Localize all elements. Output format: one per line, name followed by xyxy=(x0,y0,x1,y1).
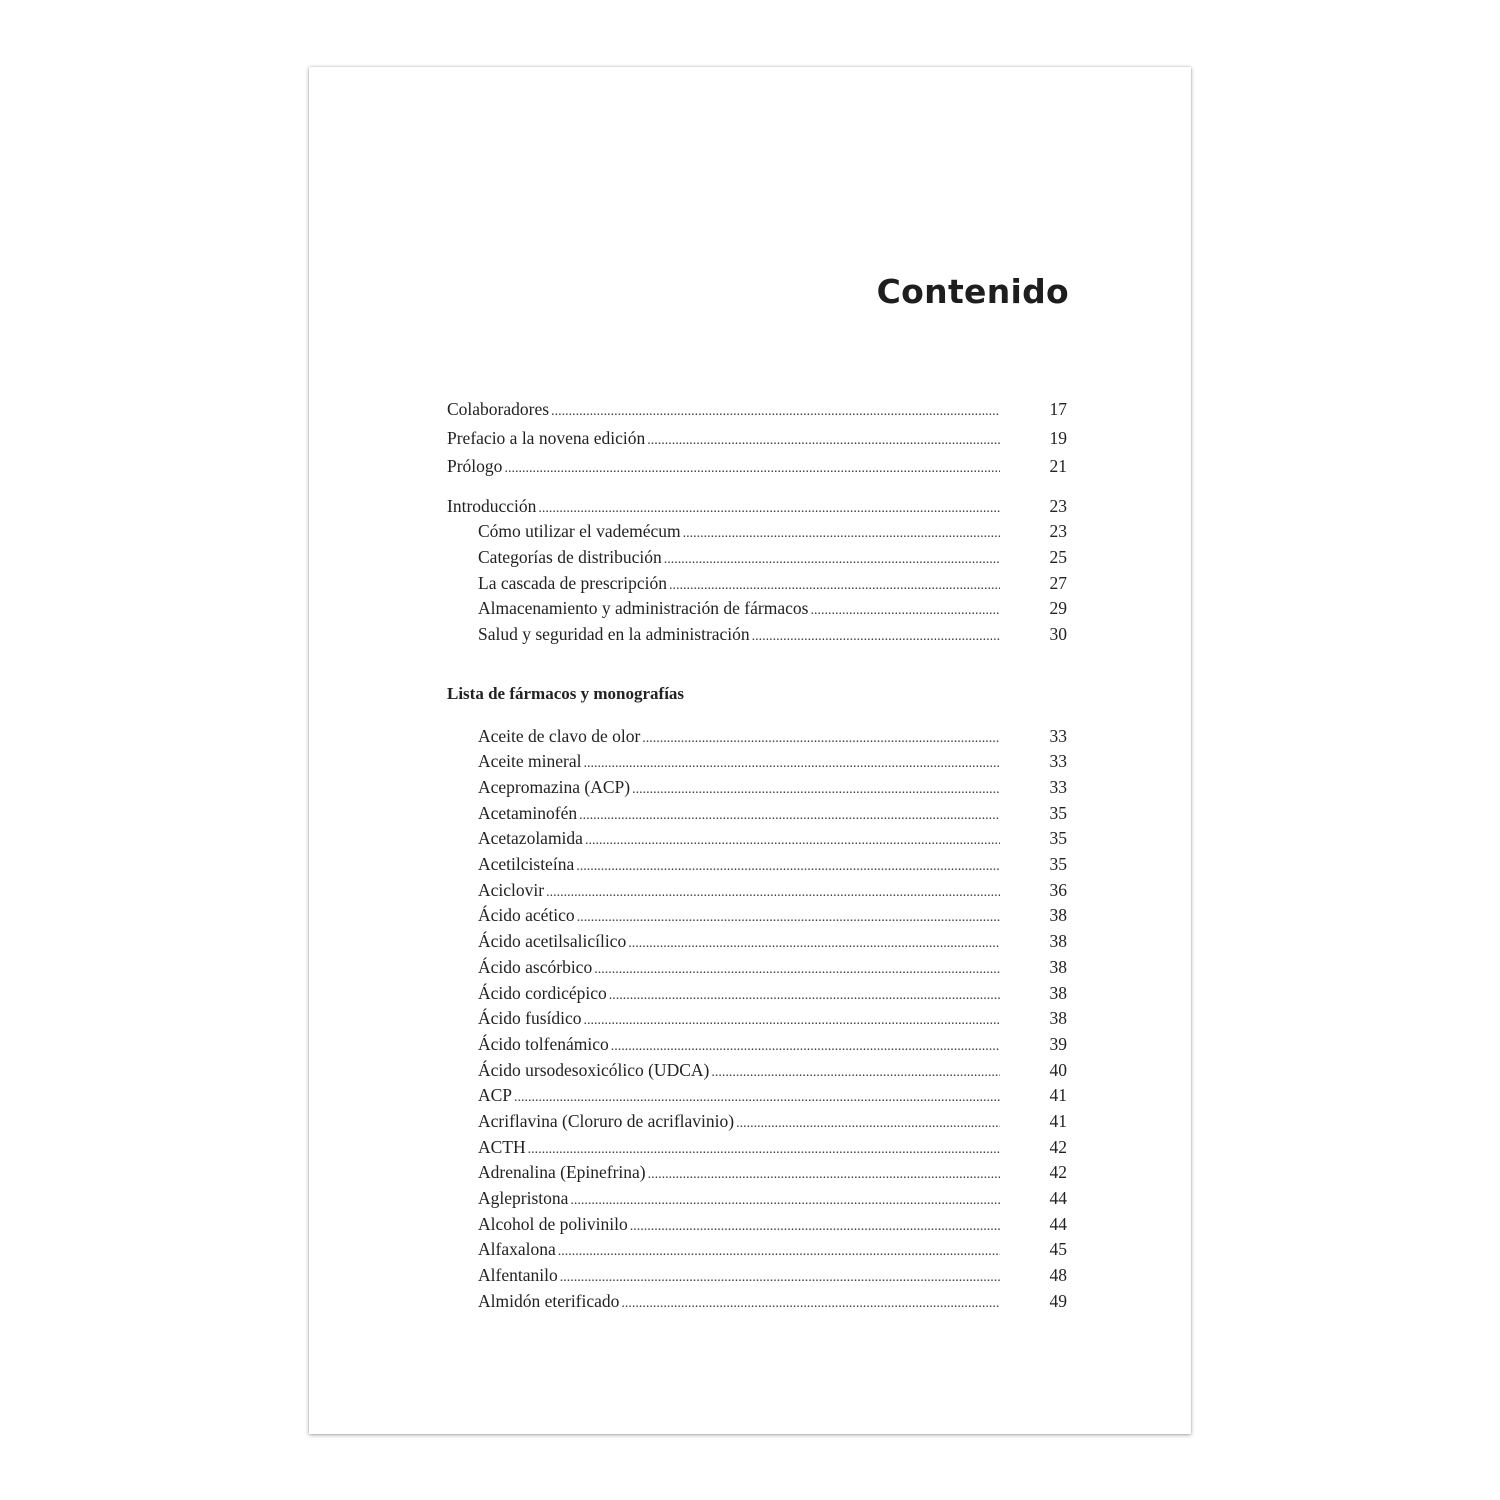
toc-page-number: 36 xyxy=(1049,879,1067,900)
toc-entry-label: Categorías de distribución xyxy=(478,546,662,567)
toc-entry-label: Aceite mineral xyxy=(478,751,582,772)
toc-page-number: 41 xyxy=(1049,1085,1067,1106)
toc-page-number: 45 xyxy=(1049,1239,1067,1260)
dot-leader xyxy=(570,1186,1000,1214)
dot-leader xyxy=(609,981,1000,1009)
dot-leader xyxy=(683,519,1000,547)
toc-entry-label: Colaboradores xyxy=(447,399,550,419)
toc-entry[interactable] xyxy=(447,1186,1067,1212)
toc-entry[interactable] xyxy=(447,1160,1067,1186)
dot-leader xyxy=(584,749,1001,777)
toc-entry[interactable] xyxy=(447,878,1067,904)
toc-page-number: 19 xyxy=(1049,427,1067,448)
dot-leader xyxy=(628,929,1000,957)
toc-entry[interactable] xyxy=(447,1237,1067,1263)
toc-entry-label: Alfentanilo xyxy=(478,1265,558,1286)
toc-entry[interactable] xyxy=(447,1058,1067,1084)
toc-entry[interactable] xyxy=(447,1263,1067,1289)
toc-entry-prefacio[interactable] xyxy=(447,424,1067,453)
toc-page-number: 48 xyxy=(1049,1265,1067,1286)
toc-entry-label: Prólogo xyxy=(447,456,503,476)
toc-entry[interactable] xyxy=(447,903,1067,929)
toc-page-number: 25 xyxy=(1049,546,1067,567)
dot-leader xyxy=(669,571,1000,599)
toc-page-number: 17 xyxy=(1049,399,1067,419)
toc-entry[interactable] xyxy=(447,749,1067,775)
toc-page-number: 30 xyxy=(1049,623,1067,644)
toc-entry[interactable] xyxy=(447,826,1067,852)
toc-entry-label: ACP xyxy=(478,1085,513,1106)
toc-entry-label: Ácido acético xyxy=(478,905,575,926)
spacer xyxy=(447,708,1067,724)
toc-entry-label: Alcohol de polivinilo xyxy=(478,1213,628,1234)
toc-page-number: 23 xyxy=(1049,521,1067,542)
toc-entry[interactable] xyxy=(447,852,1067,878)
toc-entry-label: Almacenamiento y administración de fármacos xyxy=(478,598,809,619)
drug-list xyxy=(447,724,1067,1315)
toc-entry-label: Ácido fusídico xyxy=(478,1008,582,1029)
toc-entry[interactable] xyxy=(447,775,1067,801)
dot-leader xyxy=(585,826,1000,854)
dot-leader xyxy=(551,395,1000,427)
front-matter-group xyxy=(447,395,1067,481)
dot-leader xyxy=(538,494,1000,522)
toc-page-number: 39 xyxy=(1049,1033,1067,1054)
toc-entry[interactable] xyxy=(447,1032,1067,1058)
toc-page-number: 33 xyxy=(1049,777,1067,797)
toc-entry[interactable] xyxy=(447,724,1067,750)
toc-entry[interactable] xyxy=(447,571,1067,597)
toc-page-number: 33 xyxy=(1049,725,1067,746)
toc-page-number: 44 xyxy=(1049,1188,1067,1208)
toc-entry[interactable] xyxy=(447,1109,1067,1135)
toc-entry[interactable] xyxy=(447,929,1067,955)
toc-entry-label: Aceite de clavo de olor xyxy=(478,725,641,746)
toc-entry-label: Ácido cordicépico xyxy=(478,982,607,1003)
dot-leader xyxy=(810,596,1000,624)
dot-leader xyxy=(579,801,1000,829)
dot-leader xyxy=(630,1212,1000,1240)
toc-page-number: 29 xyxy=(1049,598,1067,619)
toc-page-number: 42 xyxy=(1049,1162,1067,1183)
toc-entry[interactable] xyxy=(447,1083,1067,1109)
toc-entry-label: Acetazolamida xyxy=(478,828,583,849)
toc-entry[interactable] xyxy=(447,801,1067,827)
toc-page-number: 33 xyxy=(1049,751,1067,772)
dot-leader xyxy=(594,955,1000,983)
toc-page-number: 38 xyxy=(1049,1008,1067,1029)
dot-leader xyxy=(504,452,1000,484)
dot-leader xyxy=(752,622,1000,650)
toc-entry-label: Alfaxalona xyxy=(478,1239,556,1260)
toc-entry[interactable] xyxy=(447,955,1067,981)
toc-entry-label: Adrenalina (Epinefrina) xyxy=(478,1162,646,1183)
toc-entry-label: Acriflavina (Cloruro de acriflavinio) xyxy=(478,1110,735,1131)
toc-page-number: 35 xyxy=(1049,802,1067,823)
toc-entry[interactable] xyxy=(447,545,1067,571)
toc-entry-label: Ácido acetilsalicílico xyxy=(478,931,627,952)
introduction-group xyxy=(447,494,1067,648)
dot-leader xyxy=(560,1263,1000,1291)
table-of-contents xyxy=(447,395,1067,1314)
dot-leader xyxy=(711,1058,1000,1086)
toc-entry-label: Salud y seguridad en la administración xyxy=(478,623,750,644)
toc-entry[interactable] xyxy=(447,981,1067,1007)
toc-entry[interactable] xyxy=(447,1212,1067,1238)
toc-entry[interactable] xyxy=(447,1135,1067,1161)
document-page xyxy=(309,67,1191,1434)
toc-entry-label: La cascada de prescripción xyxy=(478,572,667,593)
toc-entry-label: Aglepristona xyxy=(478,1188,569,1208)
page-title: Contenido xyxy=(876,272,1069,311)
toc-entry[interactable] xyxy=(447,519,1067,545)
toc-entry[interactable] xyxy=(447,622,1067,648)
toc-page-number: 27 xyxy=(1049,572,1067,593)
toc-page-number: 35 xyxy=(1049,828,1067,849)
toc-entry-colaboradores[interactable] xyxy=(447,395,1067,424)
toc-entry[interactable] xyxy=(447,1006,1067,1032)
spacer xyxy=(447,648,1067,680)
toc-page-number: 21 xyxy=(1049,456,1067,476)
toc-entry-label: Acetilcisteína xyxy=(478,854,575,875)
toc-entry-label: Prefacio a la novena edición xyxy=(447,427,646,448)
dot-leader xyxy=(611,1032,1000,1060)
toc-page-number: 42 xyxy=(1049,1136,1067,1157)
dot-leader xyxy=(736,1109,1000,1137)
dot-leader xyxy=(577,903,1000,931)
dot-leader xyxy=(642,724,1000,752)
dot-leader xyxy=(584,1006,1000,1034)
dot-leader xyxy=(514,1083,1000,1111)
toc-page-number: 49 xyxy=(1049,1290,1067,1311)
toc-entry-label: Acetaminofén xyxy=(478,802,578,823)
toc-page-number: 38 xyxy=(1049,982,1067,1003)
toc-page-number: 41 xyxy=(1049,1110,1067,1131)
toc-entry[interactable] xyxy=(447,596,1067,622)
dot-leader xyxy=(664,545,1000,573)
toc-entry-label: Introducción xyxy=(447,495,537,516)
toc-entry-label: Almidón eterificado xyxy=(478,1290,620,1311)
toc-entry-introduccion[interactable] xyxy=(447,494,1067,520)
toc-entry-prologo[interactable] xyxy=(447,452,1067,481)
toc-entry[interactable] xyxy=(447,1289,1067,1315)
toc-page-number: 35 xyxy=(1049,854,1067,875)
section-heading: Lista de fármacos y monografías xyxy=(447,683,685,703)
dot-leader xyxy=(558,1237,1000,1265)
dot-leader xyxy=(621,1289,1000,1317)
toc-entry-label: Ácido ursodesoxicólico (UDCA) xyxy=(478,1059,710,1080)
toc-page-number: 38 xyxy=(1049,931,1067,952)
toc-page-number: 40 xyxy=(1049,1059,1067,1080)
toc-page-number: 38 xyxy=(1049,956,1067,977)
dot-leader xyxy=(648,1160,1000,1188)
dot-leader xyxy=(576,852,1000,880)
dot-leader xyxy=(632,775,1000,803)
toc-entry-label: ACTH xyxy=(478,1136,526,1157)
toc-entry-label: Ácido tolfenámico xyxy=(478,1033,609,1054)
toc-entry-label: Cómo utilizar el vademécum xyxy=(478,521,681,542)
toc-page-number: 44 xyxy=(1049,1213,1067,1234)
dot-leader xyxy=(647,424,1000,456)
toc-page-number: 38 xyxy=(1049,905,1067,926)
toc-entry-label: Aciclovir xyxy=(478,879,545,900)
toc-entry-label: Ácido ascórbico xyxy=(478,956,593,977)
toc-entry-label: Acepromazina (ACP) xyxy=(478,777,631,797)
dot-leader xyxy=(546,878,1000,906)
dot-leader xyxy=(528,1135,1000,1163)
introduction-subentries xyxy=(447,519,1067,647)
toc-page-number: 23 xyxy=(1049,495,1067,516)
